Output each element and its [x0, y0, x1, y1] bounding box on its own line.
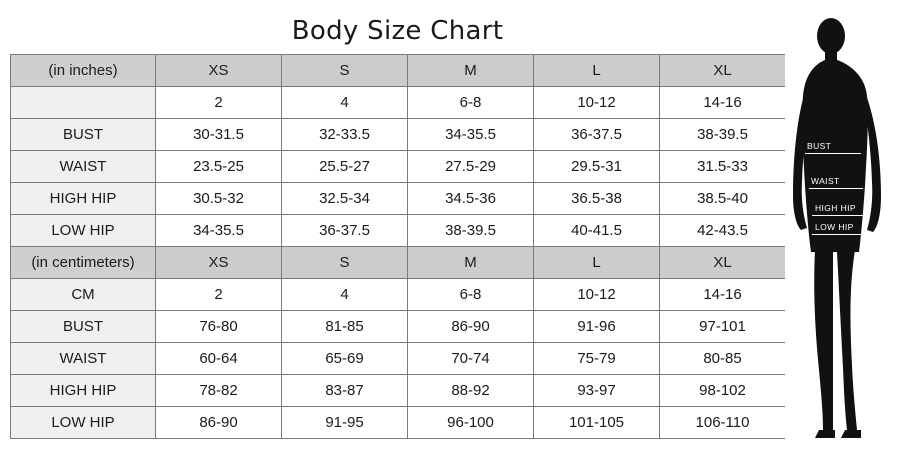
cell-value: 6-8: [408, 279, 534, 311]
header-size-s: S: [282, 55, 408, 87]
cell-value: 6-8: [408, 87, 534, 119]
cell-value: 36.5-38: [534, 183, 660, 215]
figure-line-high-hip: [812, 215, 868, 216]
cell-value: 36-37.5: [534, 119, 660, 151]
row-label: CM: [11, 279, 156, 311]
cell-value: 88-92: [408, 375, 534, 407]
row-label: WAIST: [11, 343, 156, 375]
cell-value: 86-90: [408, 311, 534, 343]
table-row: [11, 375, 786, 407]
figure-line-low-hip: [812, 234, 870, 235]
cell-value: 81-85: [282, 311, 408, 343]
row-label: BUST: [11, 119, 156, 151]
cell-value: 31.5-33: [660, 151, 786, 183]
cell-value: 32.5-34: [282, 183, 408, 215]
cell-value: 75-79: [534, 343, 660, 375]
cell-value: 101-105: [534, 407, 660, 439]
cell-value: 91-95: [282, 407, 408, 439]
table-row: [11, 87, 786, 119]
header-size-xs: XS: [156, 55, 282, 87]
figure-label-bust: BUST: [807, 141, 832, 151]
row-label: HIGH HIP: [11, 183, 156, 215]
cell-value: 98-102: [660, 375, 786, 407]
table-row: [11, 343, 786, 375]
table-header-row-imperial: [11, 55, 786, 87]
figure-line-bust: [805, 153, 861, 154]
body-silhouette-panel: [785, 0, 921, 454]
cell-value: 93-97: [534, 375, 660, 407]
cell-value: 2: [156, 279, 282, 311]
header-unit-metric: (in centimeters): [11, 247, 156, 279]
header-size-s-metric: S: [282, 247, 408, 279]
cell-value: 83-87: [282, 375, 408, 407]
header-size-xl-metric: XL: [660, 247, 786, 279]
table-row: [11, 183, 786, 215]
cell-value: 29.5-31: [534, 151, 660, 183]
header-size-l-metric: L: [534, 247, 660, 279]
cell-value: 96-100: [408, 407, 534, 439]
header-size-xl: XL: [660, 55, 786, 87]
cell-value: 14-16: [660, 279, 786, 311]
cell-value: 32-33.5: [282, 119, 408, 151]
cell-value: 38-39.5: [408, 215, 534, 247]
page-title: Body Size Chart: [291, 16, 504, 46]
header-size-l: L: [534, 55, 660, 87]
cell-value: 97-101: [660, 311, 786, 343]
cell-value: 4: [282, 279, 408, 311]
cell-value: 70-74: [408, 343, 534, 375]
cell-value: 42-43.5: [660, 215, 786, 247]
header-size-xs-metric: XS: [156, 247, 282, 279]
row-label: LOW HIP: [11, 215, 156, 247]
cell-value: 10-12: [534, 279, 660, 311]
row-label: HIGH HIP: [11, 375, 156, 407]
size-chart-container: [10, 8, 785, 446]
cell-value: 106-110: [660, 407, 786, 439]
figure-label-low-hip: LOW HIP: [815, 222, 854, 232]
cell-value: 36-37.5: [282, 215, 408, 247]
table-header-row-metric: [11, 247, 786, 279]
cell-value: 30.5-32: [156, 183, 282, 215]
figure-line-waist: [809, 188, 863, 189]
cell-value: 25.5-27: [282, 151, 408, 183]
row-label: [11, 87, 156, 119]
table-row: [11, 407, 786, 439]
cell-value: 10-12: [534, 87, 660, 119]
figure-label-high-hip: HIGH HIP: [815, 203, 856, 213]
figure-label-waist: WAIST: [811, 176, 840, 186]
cell-value: 4: [282, 87, 408, 119]
cell-value: 65-69: [282, 343, 408, 375]
header-size-m: M: [408, 55, 534, 87]
cell-value: 30-31.5: [156, 119, 282, 151]
cell-value: 23.5-25: [156, 151, 282, 183]
header-unit-imperial: (in inches): [11, 55, 156, 87]
table-row: [11, 151, 786, 183]
cell-value: 34.5-36: [408, 183, 534, 215]
table-row: [11, 119, 786, 151]
cell-value: 76-80: [156, 311, 282, 343]
table-row: [11, 311, 786, 343]
body-size-table: [10, 54, 786, 439]
cell-value: 27.5-29: [408, 151, 534, 183]
cell-value: 78-82: [156, 375, 282, 407]
cell-value: 34-35.5: [156, 215, 282, 247]
cell-value: 2: [156, 87, 282, 119]
cell-value: 34-35.5: [408, 119, 534, 151]
cell-value: 86-90: [156, 407, 282, 439]
row-label: BUST: [11, 311, 156, 343]
cell-value: 38-39.5: [660, 119, 786, 151]
cell-value: 40-41.5: [534, 215, 660, 247]
cell-value: 38.5-40: [660, 183, 786, 215]
cell-value: 91-96: [534, 311, 660, 343]
cell-value: 14-16: [660, 87, 786, 119]
cell-value: 80-85: [660, 343, 786, 375]
table-row: [11, 279, 786, 311]
row-label: WAIST: [11, 151, 156, 183]
table-row: [11, 215, 786, 247]
cell-value: 60-64: [156, 343, 282, 375]
header-size-m-metric: M: [408, 247, 534, 279]
row-label: LOW HIP: [11, 407, 156, 439]
